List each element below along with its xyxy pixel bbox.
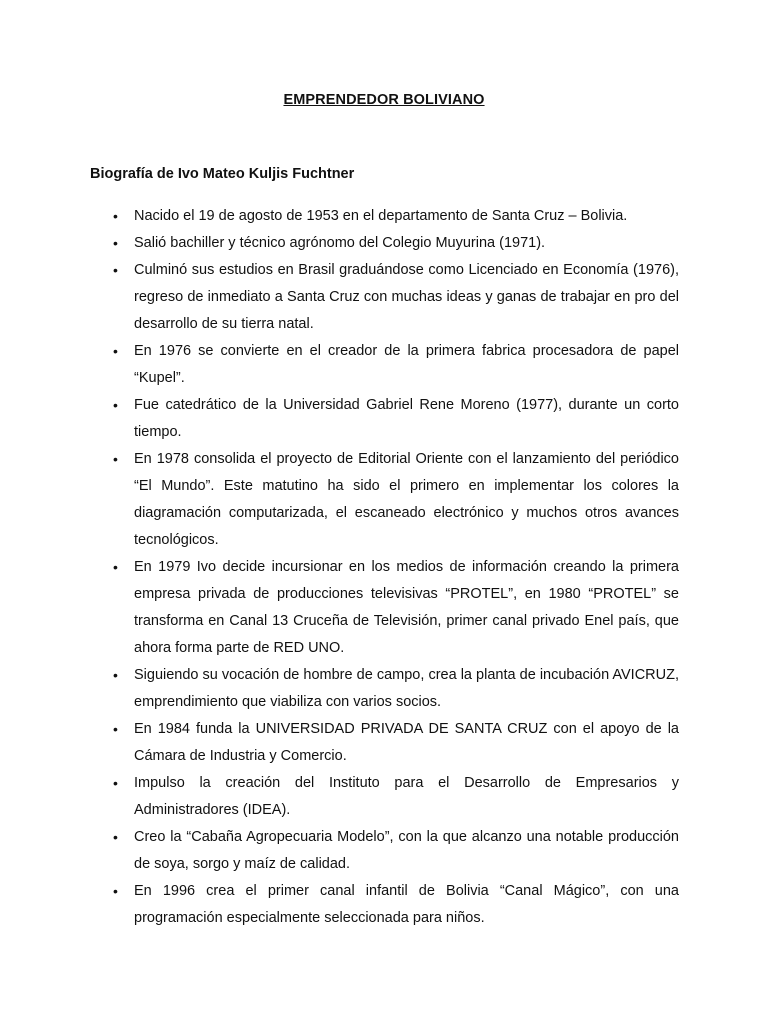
bullet-icon: • [113, 235, 118, 251]
list-item-text: En 1979 Ivo decide incursionar en los medios de información creando la primera empresa privada de producciones televisivas “PROTEL”, en 1980 “PROTEL” se transforma en Canal 13 Cruceña de Televisión, primer canal privado Enel país, que ahora forma parte de RED UNO. [134, 559, 679, 656]
list-item-text: Impulso la creación del Instituto para el Desarrollo de Empresarios y Administradores (IDEA). [134, 775, 679, 818]
list-item [0, 338, 679, 392]
bullet-icon: • [113, 559, 118, 575]
list-item [0, 716, 679, 770]
list-item-text: En 1984 funda la UNIVERSIDAD PRIVADA DE SANTA CRUZ con el apoyo de la Cámara de Industria y Comercio. [134, 721, 679, 764]
bullet-list [0, 203, 768, 932]
bullet-icon: • [113, 208, 118, 224]
list-item [0, 257, 679, 338]
bullet-icon: • [113, 451, 118, 467]
bullet-icon: • [113, 343, 118, 359]
bullet-icon: • [113, 775, 118, 791]
document-title: EMPRENDEDOR BOLIVIANO [283, 92, 485, 108]
bullet-icon: • [113, 829, 118, 845]
list-item-text: Salió bachiller y técnico agrónomo del Colegio Muyurina (1971). [134, 235, 546, 251]
bullet-icon: • [113, 667, 118, 683]
list-item-text: Creo la “Cabaña Agropecuaria Modelo”, con la que alcanzo una notable producción de soya, sorgo y maíz de calidad. [134, 829, 679, 872]
list-item [0, 824, 679, 878]
bullet-icon: • [113, 721, 118, 737]
list-item [0, 662, 679, 716]
list-item-text: Siguiendo su vocación de hombre de campo, crea la planta de incubación AVICRUZ, emprendimiento que viabiliza con varios socios. [134, 667, 679, 710]
list-item [0, 554, 679, 662]
list-item-text: Fue catedrático de la Universidad Gabriel Rene Moreno (1977), durante un corto tiempo. [134, 397, 679, 440]
bullet-icon: • [113, 262, 118, 278]
list-item [0, 446, 679, 554]
list-item-text: En 1978 consolida el proyecto de Editorial Oriente con el lanzamiento del periódico “El Mundo”. Este matutino ha sido el primero en implementar los colores la diagramación computarizada, el escaneado electrónico y muchos otros avances tecnológicos. [134, 451, 679, 548]
list-item-text: Culminó sus estudios en Brasil graduándose como Licenciado en Economía (1976), regreso de inmediato a Santa Cruz con muchas ideas y ganas de trabajar en pro del desarrollo de su tierra natal. [134, 262, 679, 332]
list-item [0, 770, 679, 824]
list-item [0, 203, 679, 230]
section-heading: Biografía de Ivo Mateo Kuljis Fuchtner [90, 166, 355, 182]
list-item-text: Nacido el 19 de agosto de 1953 en el departamento de Santa Cruz – Bolivia. [134, 208, 628, 224]
list-item [0, 878, 679, 932]
list-item [0, 392, 679, 446]
bullet-icon: • [113, 883, 118, 899]
list-item-text: En 1996 crea el primer canal infantil de Bolivia “Canal Mágico”, con una programación especialmente seleccionada para niños. [134, 883, 679, 926]
list-item-text: En 1976 se convierte en el creador de la primera fabrica procesadora de papel “Kupel”. [134, 343, 679, 386]
bullet-icon: • [113, 397, 118, 413]
list-item [0, 230, 679, 257]
